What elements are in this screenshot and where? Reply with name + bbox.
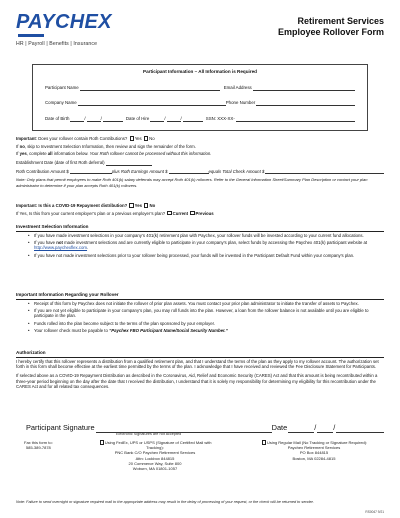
brand-tagline: HR | Payroll | Benefits | Insurance [16,40,98,47]
covid-yes-checkbox[interactable] [129,203,133,207]
if-no-word: no [19,143,25,149]
doh-sep-2: / [180,116,182,121]
rollover-bullet-4 [28,328,384,334]
earnings-label: plus Roth Earnings Amount $ [111,168,168,174]
email-label: Email Address [223,85,252,90]
covid-question-line [16,203,384,209]
ssn-field[interactable] [236,117,355,122]
rollover-info-list [16,301,384,334]
fedex-option-checkbox[interactable] [100,440,104,444]
mail-line-2: Paychex Retirement Services [287,445,341,451]
dob-sep-2: / [100,116,102,121]
participant-name-label: Participant Name [45,85,79,90]
ssn-label: SSN: XXX-XX- [205,116,235,121]
roth-no-label: No [149,136,155,141]
rollover-b4-payee: “Paychex FBO Participant Name/Social Security Number.” [109,327,228,333]
authorization-section [16,350,384,390]
total-label: equals Total Check Amount $ [208,168,265,174]
covid-question: Important: Is this a COVID-19 Repayment distribution? [16,203,128,208]
covid-no-checkbox[interactable] [144,203,148,207]
if-yes-rest: information below. [52,151,90,157]
sig-date-day-field[interactable] [317,426,333,433]
investment-b2-not: not [56,239,63,245]
mail-line-3: PO Box 844815 [299,450,329,456]
roth-section [16,136,384,188]
form-title-line2: Employee Rollover Form [277,26,384,37]
roth-question: : Does your rollover contain Roth Contributions? [35,136,128,141]
fedex-line-2: PNC Bank C/O Paychex Retirement Services [114,450,196,456]
covid-employer-line [16,211,384,217]
authorization-paragraph-1: I hereby certify that this rollover represents a distribution from a qualified retirement plan, and that I understand the terms of the plan as they apply to my rollover account. The authorization set forth in this form shall become effective at the earliest time permitted by the terms of the plan. I acknowledge that I have received and reviewed the Fee Disclosure Statement for Participants. [16,358,379,370]
fedex-line-3: Attn: Lockbox 844815 [135,455,175,461]
dob-label: Date of Birth [45,116,70,121]
if-yes-italic: Your Roth rollover cannot be processed without this information. [89,151,212,157]
covid-section [16,203,384,216]
investment-list [16,233,384,259]
mail-line-1-text: Using Regular Mail (No Tracking or Signature Required): [266,440,368,445]
email-field[interactable] [253,86,355,91]
mail-line-4: Boston, MA 02284-4815 [292,455,336,461]
total-field[interactable] [265,169,384,174]
fax-info [24,440,53,450]
company-name-label: Company Name [45,100,77,105]
logo-accent-bar [18,34,44,37]
roth-yes-label: Yes [134,136,142,141]
investment-heading: Investment Selection Information [16,224,384,232]
roth-if-yes-line [16,151,384,157]
investment-bullet-1: • If you have made investment selections in your company’s 401(k) retirement plan with Paychex, your rollover funds will be invested according to your current fund allocations. [28,233,384,239]
form-title-line1: Retirement Services [297,16,384,26]
doh-label: Date of Hire [125,116,150,121]
doh-year-field[interactable] [180,116,203,122]
fedex-line-1 [90,440,220,450]
roth-question-line [16,136,384,142]
if-no-rest: , skip to Investment Selection Information, then review and sign the remainder of the form. [24,143,196,149]
fax-line-1: Fax this form to: [24,440,53,445]
dob-month-field[interactable] [70,117,84,122]
fax-line-2: 585-389-7878 [25,445,51,451]
covid-no-label: No [149,203,156,208]
establishment-date-field[interactable] [106,161,152,166]
company-row [45,100,355,106]
previous-checkbox[interactable] [190,211,194,215]
signature-label: Participant Signature [26,423,95,432]
investment-bullet-3: • If you have not made investment selections prior to your rollover being processed, your funds will be invested in the Participant Default Fund within your company’s plan. [28,253,384,259]
current-label: Current [172,210,189,216]
fedex-line-1-text: Using FedEx, UPS or USPS (Signature of Certified Mail with Tracking): [104,440,212,451]
rollover-b4-pre: Your rollover check must be payable to [34,327,110,333]
investment-b2-pre: If you have [34,239,57,245]
mail-option-checkbox[interactable] [262,440,266,444]
sig-date-sep-1: / [314,423,317,432]
establishment-label: Establishment Date (date of first Roth deferral) [16,160,105,166]
dob-row [45,116,355,122]
dob-year-field[interactable] [100,116,123,122]
roth-if-no-line [16,144,384,150]
establishment-row [16,160,384,166]
authorization-paragraph-2: If selected above as a COVID-19 Repayment Distribution as described in the Coronavirus, Aid, Relief and Economic Security (CARES) Act and that this amount is being recontributed within a three-year period beginning on the day after the date that I received the distribution, I understand that it is solely my responsibility for determining my eligibility for this recontribution under the CARES Act and for all related tax consequences. [16,372,378,390]
rollover-bullet-2: • If you are not yet eligible to participate in your company’s plan, you may roll funds into the plan. However, a loan from the rollover balance is not available until you are eligible to participate in the plan. [28,308,384,319]
electronic-signature-note: Electronic Signatures are not accepted [116,432,182,436]
date-label: Date [271,423,288,432]
contribution-label: Roth Contribution Amount $ [16,168,69,174]
investment-b2-end: . [87,245,89,251]
participant-info-box [32,64,368,131]
doh-month-field[interactable] [150,117,164,122]
if-yes-mid: , complete [26,151,48,157]
paychexflex-link[interactable]: http://www.paychexflex.com [34,245,88,251]
form-code: RS0047 9/21 [365,510,384,514]
participant-box-title: Participant Information – All Information is Required [143,69,257,74]
sig-date-year-field[interactable] [336,426,384,433]
company-name-field[interactable] [78,101,226,106]
investment-bullet-2 [28,240,384,251]
current-checkbox[interactable] [167,211,171,215]
if-yes-prefix: If [16,151,20,157]
rollover-info-heading: Important Information Regarding your Rollover [16,292,384,300]
phone-label: Phone Number [225,100,256,105]
participant-name-row [45,85,355,91]
roth-yes-checkbox[interactable] [130,136,134,140]
doh-day-field[interactable] [167,117,181,122]
if-no-prefix: If [16,143,20,149]
investment-section [16,224,384,260]
sig-date-sep-2: / [333,423,336,432]
investment-b2-post: made investment selections and are currently eligible to participate in your company’s plan, select funds by accessing the Paychex 401(k) participant website at [62,239,368,245]
important-label: Important [16,136,36,141]
rollover-info-section [16,292,384,335]
roth-amounts-row [16,169,384,175]
covid-employer-question: If Yes, Is this from your current employer’s plan or a previous employer’s plan? [16,210,166,216]
roth-note: Note: Only plans that permit employees to make Roth 401(k) salary deferrals may accept Roth 401(k) rollovers. Refer to the General Information Sheet/Summary Plan Description or contact your plan administrator to determine if your plan accepts Roth 401(k) rollovers. [16,177,368,188]
form-title [278,16,384,38]
participant-name-field[interactable] [80,86,220,91]
footer-note: Note: Failure to send overnight or signature required mail to the appropriate address may result in the delay of processing of your request, or the check will be returned to sender. [16,500,314,504]
dob-day-field[interactable] [87,117,101,122]
rollover-bullet-3: • Funds rolled into the plan become subject to the terms of the plan sponsored by your employer. [28,321,384,327]
earnings-field[interactable] [169,169,209,174]
covid-yes-label: Yes [134,203,143,208]
dob-sep-1: / [84,116,86,121]
fedex-address [90,440,220,471]
doh-sep-1: / [164,116,166,121]
fedex-line-5: Woburn, MA 01801-1057 [132,465,178,471]
if-yes-word: yes [19,151,27,157]
mail-address [244,440,384,461]
paychex-logo [16,12,134,47]
if-yes-all: all [47,151,53,157]
signature-row [26,423,384,433]
previous-label: Previous [195,210,214,216]
rollover-bullet-1: • Receipt of this form by Paychex does not initiate the rollover of prior plan assets. You must contact your prior plan administrator to initiate the transfer of assets to Paychex. [28,301,384,307]
contribution-field[interactable] [70,169,112,174]
authorization-heading: Authorization [16,350,384,358]
phone-field[interactable] [256,101,355,106]
brand-wordmark: PAYCHEX [16,11,112,33]
fedex-line-4: 20 Commerce Way, Suite 800 [128,460,182,466]
roth-no-checkbox[interactable] [144,136,148,140]
sig-date-month-field[interactable] [288,426,314,433]
